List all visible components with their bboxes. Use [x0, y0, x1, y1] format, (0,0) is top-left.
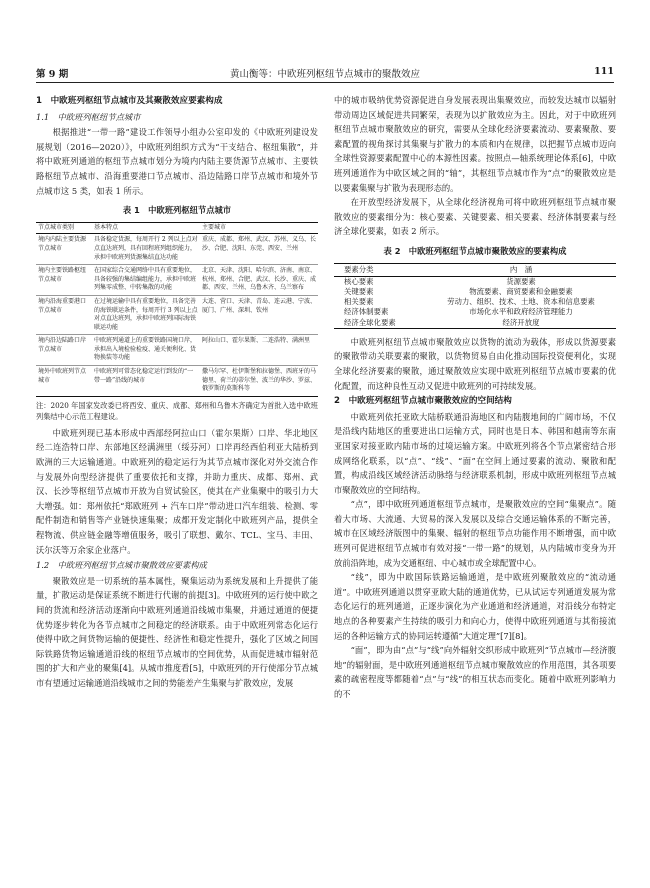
table-cell: 市场化水平和政府经济管理能力: [469, 307, 573, 317]
paragraph: 在开放型经济发展下，从全球化经济视角可将中欧班列枢纽节点城市聚散效应的要素细分为：核心要素、关键要素、相关要素、经济体制要素与经济全球化要素，如表 2 所示。: [334, 197, 616, 237]
page-number: 111: [594, 66, 614, 77]
running-title: 黄山衡等：中欧班列枢纽节点城市的聚散效应: [229, 69, 420, 80]
table-cell: 在国家综合交通网络中具有重要地位，具备较强的集结编组能力，承担中欧班列集零成整、中转集散的功能: [92, 265, 200, 296]
table-2: [334, 263, 616, 329]
table-row: [36, 265, 318, 296]
column-header: 内 涵: [426, 263, 616, 276]
running-header: [36, 66, 614, 82]
table-cell: 经济体制要素: [344, 307, 389, 317]
table-row: [334, 297, 616, 307]
section-1-heading: 1 中欧班列枢纽节点城市及其聚散效应要素构成: [36, 96, 223, 106]
table-row: [36, 366, 318, 397]
table-cell: 境外中欧班列节点城市: [36, 366, 92, 397]
table-cell: 劳动力、组织、技术、土地、资本和信息要素: [447, 297, 595, 307]
table-cell: 境内沿海重要港口节点城市: [36, 295, 92, 334]
paragraph: 中欧班列现已基本形成中西部经阿拉山口（霍尔果斯）口岸、华北地区经二连浩特口岸、东部地区经满洲里（绥芬河）口岸再经西伯利亚大陆桥到欧洲的三大运输通道。中欧班列的稳定运行为其节点城市深化对外交流合作与发展外向型经济提供了重要依托和支撑，并助力重庆、成都、郑州、武汉、长沙等枢纽节点城市开放为自贸试验区，使其在产业集聚中的吸引力大大增强。如：郑州依托“郑欧班列 + 汽车口岸”带动进口汽车组装、检测、零配件制造和销售等产业链快速集聚；成都开发定制化中欧班列产品，提供全程物流、供应链金融等增值服务，吸引了联想、戴尔、TCL、宝马、丰田、沃尔沃等万余家企业落户。: [36, 427, 318, 555]
paragraph: 中欧班列枢纽节点城市聚散效应以货物的流动为载体，形成以货源要素的聚散带动关联要素的聚散，以货物贸易自由化推动国际投资便利化，实现全球化经济要素的聚散，通过聚散效应实现中欧班列枢纽节点城市要素的优化配置，而这种良性互动又促进中欧班列的可持续发展。: [334, 336, 616, 391]
column-header: 主要城市: [200, 222, 318, 234]
issue-label: 第 9 期: [36, 69, 69, 80]
table-2-caption: 表 2 中欧班列枢纽节点城市聚散效应的要素构成: [383, 245, 567, 256]
table-1-caption: 表 1 中欧班列枢纽节点城市: [122, 205, 232, 216]
table-cell: 在过境运输中具有重要地位，具备完善的海铁联运条件，每周开行 3 列以上点对点直达班列，承担中欧班列国际海铁联运功能: [92, 295, 200, 334]
column-header: 节点城市类别: [36, 222, 92, 234]
table-row: [36, 234, 318, 265]
paragraph: 中的城市吸纳优势资源促进自身发展表现出集聚效应，而较发达城市以辐射带动周边区域促进共同繁荣，表现为以扩散效应为主。因此，对于中欧班列枢纽节点城市聚散效应的研究，需要从全球化经济要素流动、要素聚散、要素配置的视角探讨其集聚与扩散力的本质和内在规律，以把握节点城市迈向全球性资源要素配置中心的本源性因素。按照点—轴系统理论体系[6]，中欧班列通道作为中欧区域之间的“轴”，其枢纽节点城市作为“点”的聚散效应是以要素集聚与扩散为表现形态的。: [334, 95, 616, 193]
table-cell: 核心要素: [344, 276, 374, 286]
table-header-row: [36, 222, 318, 234]
table-row: [36, 295, 318, 334]
table-cell: 具备稳定货源，每周开行 2 列以上点对点直达班列，具有回程班列组织能力，承担中欧班列货源集结直达功能: [92, 234, 200, 265]
table-cell: 经济全球化要素: [344, 317, 396, 327]
table-cell: 境内主要铁路枢纽节点城市: [36, 265, 92, 296]
paragraph: “线”，即为中欧国际铁路运输通道，是中欧班列聚散效应的“流动通道”。中欧班列通道以贯穿亚欧大陆的通道优势，已从试运专列通道发展为常态化运行的班列通道，正逐步演化为产业通道和经济通道，对沿线分布特定地点的各种要素产生持续的吸引力和向心力，使得中欧班列通道与其衔接流运的各种运输方式的协同运转遵循“大道定理”[7][8]。: [334, 572, 616, 641]
table-cell: 境内内陆主要货源节点城市: [36, 234, 92, 265]
paragraph: “面”，即为由“点”与“线”向外辐射交织形成中欧班列“节点城市—经济腹地”的辐射面，是中欧班列通道枢纽节点城市聚散效应的作用范围，其各项要素的疏密程度等都随着“点”与“线”的相互状态而变化。随着中欧班列影响力的不: [334, 645, 616, 699]
left-column: [36, 93, 318, 691]
table-cell: 关键要素: [344, 286, 374, 296]
column-header: 基本特点: [92, 222, 200, 234]
paragraph: “点”，即中欧班列通道枢纽节点城市，是聚散效应的空间“集聚点”。随着大市场、大流通、大贸易的深入发展以及综合交通运输体系的不断完善，城市在区域经济版图中的集聚、辐射的枢纽节点功能作用不断增强，而中欧班列可促进枢纽节点城市有效对接“一带一路”的规划，从内陆城市变身为开放前沿阵地，成为交通枢纽、中心城市或全球配置中心。: [334, 499, 616, 568]
paragraph: 根据推进“一带一路”建设工作领导小组办公室印发的《中欧班列建设发展规划（2016—2020）》，中欧班列组织方式为“干支结合、枢纽集散”，并将中欧班列通道的枢纽节点城市划分为境内内陆主要货源节点城市、主要铁路枢纽节点城市、沿海重要港口节点城市、沿边陆路口岸节点城市和境外节点城市这 5 类，如表 1 所示。: [36, 127, 318, 196]
header-rule: [36, 82, 614, 83]
table-cell: 重庆、成都、郑州、武汉、苏州、义乌、长沙、合肥、沈阳、东莞、西安、兰州: [200, 234, 318, 265]
column-header: 要素分类: [334, 263, 426, 276]
table-header-row: [334, 263, 616, 276]
table-cell: 撒马尔罕、杜伊斯堡和拉德堡、西班牙的马德里、荷兰的蒂尔堡、波兰的华沙、罗兹、俄罗斯的莫斯科等: [200, 366, 318, 397]
section-1-1-heading: 1.1 中欧班列枢纽节点城市: [36, 111, 141, 122]
table-cell: 境内沿边陆路口岸节点城市: [36, 335, 92, 366]
table-cell: 中欧班列通道上的重要铁路国境口岸，承担出入境检验检疫、通关便利化、货物换装等功能: [92, 335, 200, 366]
table-row: [36, 335, 318, 366]
table-1: [36, 222, 318, 397]
table-cell: 大连、营口、天津、青岛、连云港、宁波、厦门、广州、深圳、钦州: [200, 295, 318, 334]
table-row: [334, 307, 616, 317]
table-row: [334, 287, 616, 297]
section-1-2-heading: 1.2 中欧班列枢纽节点城市聚散效应要素构成: [36, 560, 207, 571]
table-cell: 物流要素、商贸要素和金融要素: [469, 286, 573, 296]
paragraph: 中欧班列依托亚欧大陆桥联通沿海地区和内陆腹地间的广阔市场，不仅是沿线内陆地区的重要进出口运输方式，同时也是日本、韩国和越南等东南亚国家对接亚欧内陆市场的过境运输方案。中欧班列将各个节点紧密结合形成网络化联系，以“点”、“线”、“面”在空间上通过要素的流动、聚散和配置，构成沿线区域经济活动脉络与经济联系机制，形成中欧班列枢纽节点城市聚散效应的空间结构。: [334, 411, 616, 495]
table-1-note: 注：2020 年国家发改委已将西安、重庆、成都、郑州和乌鲁木齐确定为首批入选中欧班列集结中心示范工程建设。: [36, 400, 318, 421]
table-cell: 经济开放度: [502, 317, 540, 327]
table-row: [334, 276, 616, 287]
table-cell: 货源要素: [506, 276, 536, 286]
right-column: [334, 93, 616, 702]
table-row: [334, 318, 616, 329]
table-cell: 阿拉山口、霍尔果斯、二连浩特、满洲里: [200, 335, 318, 366]
section-2-heading: 2 中欧班列枢纽节点城市聚散效应的空间结构: [334, 396, 512, 407]
paragraph: 聚散效应是一切系统的基本属性，聚集运动为系统发展和上升提供了能量，扩散运动是保证系统不断进行代谢的前提[3]。中欧班列的运行使中欧之间的货流和经济活动逐渐向中欧班列通道沿线城市集聚，并通过通道的便捷优势逐步转化为各节点城市之间稳定的经济联系。由于中欧班列常态化运行使得中欧之间货物运输的便捷性、经济性和稳定性提升，强化了区域之间国际铁路货物运输通道沿线的枢纽节点城市的空间优势，从而促进城市辐射范围的扩大和产业的聚集[4]。从城市推度看[5]，中欧班列的开行使部分节点城市有望通过运输通道沿线城市之间的势能差产生集聚与扩散效应，发展: [36, 575, 318, 688]
table-cell: 北京、天津、沈阳、哈尔滨、济南、南京、杭州、郑州、合肥、武汉、长沙、重庆、成都、西安、兰州、乌鲁木齐、乌兰察布: [200, 265, 318, 296]
table-cell: 相关要素: [344, 297, 374, 307]
table-cell: 中欧班列可常态化稳定运行到发的“一带一路”沿线的城市: [92, 366, 200, 397]
